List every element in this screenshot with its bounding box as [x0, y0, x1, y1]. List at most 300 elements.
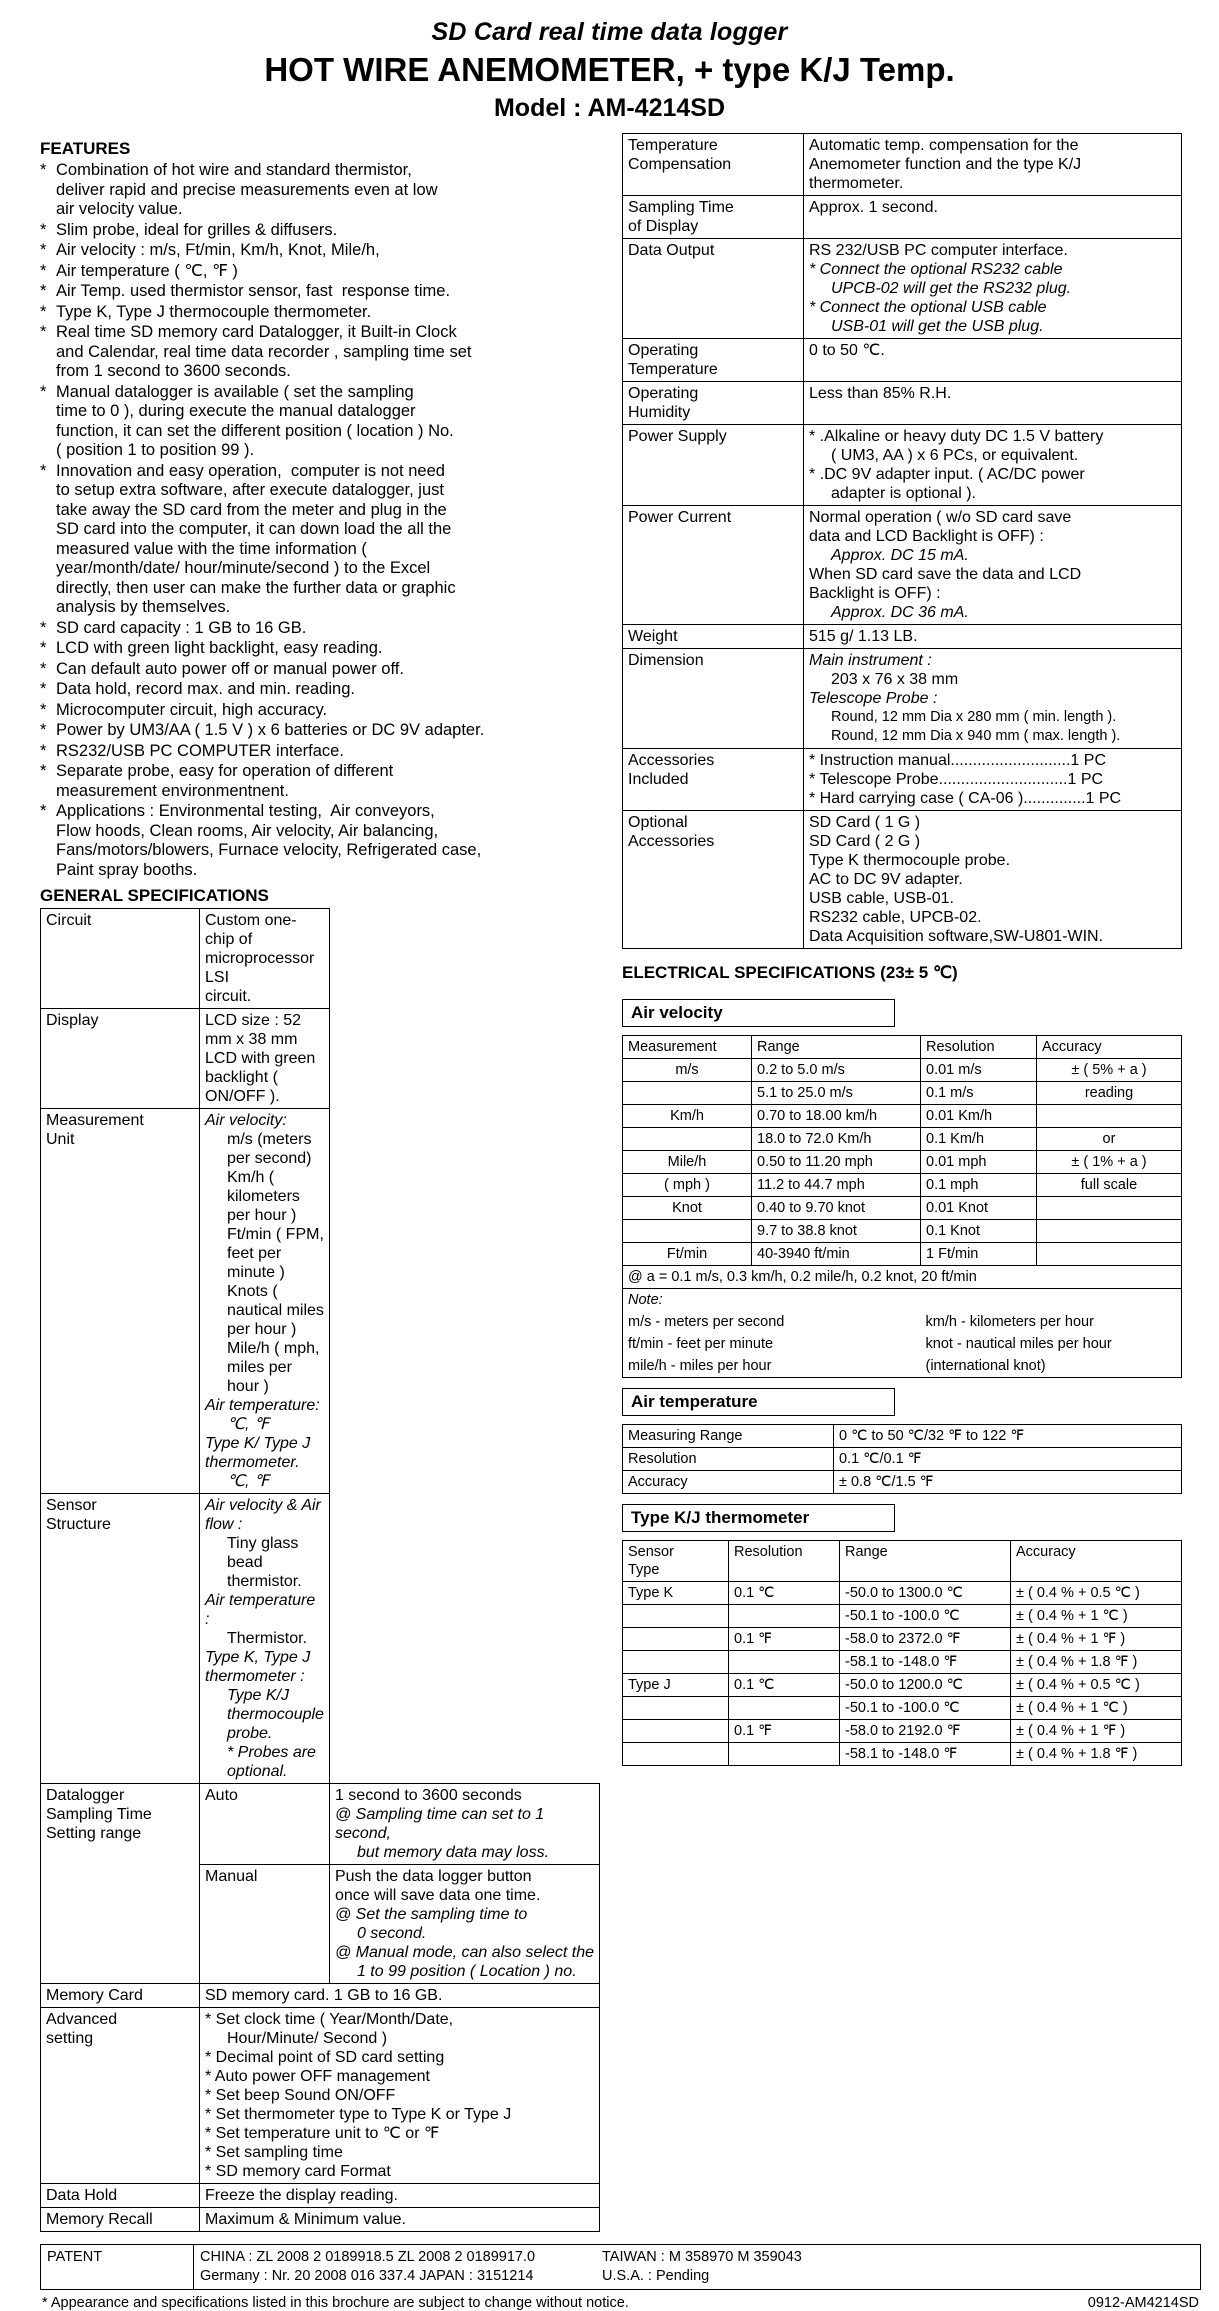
spec-label [623, 196, 804, 239]
spec-line: Anemometer function and the type K/J [809, 156, 1082, 173]
feature-item [40, 701, 600, 721]
table-row [623, 1197, 1182, 1220]
spec-line: * Probes are optional. [227, 1744, 316, 1780]
feature-text [56, 262, 600, 282]
feature-text-line: deliver rapid and precise measurements even at low [56, 180, 438, 199]
spec-value [804, 506, 1182, 625]
cell-range: 0.2 to 5.0 m/s [752, 1059, 921, 1082]
cell-accuracy: or [1037, 1128, 1182, 1151]
cell-range: 0.50 to 11.20 mph [752, 1151, 921, 1174]
cell-accuracy: ± ( 0.4 % + 0.5 ℃ ) [1011, 1674, 1182, 1697]
datalogger-auto-value [329, 1784, 599, 1865]
feature-text-line: function, it can set the different position ( location ) No. [56, 421, 454, 440]
table-row [623, 1605, 1182, 1628]
general-specifications-heading: GENERAL SPECIFICATIONS [40, 886, 269, 905]
feature-text-line: Paint spray booths. [56, 860, 198, 879]
cell-resolution: 0.1 Knot [921, 1220, 1037, 1243]
feature-item [40, 161, 600, 220]
spec-value [200, 2184, 600, 2208]
spec-line: Round, 12 mm Dia x 280 mm ( min. length ). [831, 709, 1117, 725]
cell-range: 5.1 to 25.0 m/s [752, 1082, 921, 1105]
feature-text-line: Flow hoods, Clean rooms, Air velocity, Air balancing, [56, 821, 439, 840]
table-header-row [623, 1541, 1182, 1582]
cell-resolution [729, 1605, 840, 1628]
spec-line: Approx. 1 second. [809, 199, 938, 216]
spec-line: * Set clock time ( Year/Month/Date, [205, 2011, 454, 2028]
spec-line: * Auto power OFF management [205, 2068, 430, 2085]
cell-resolution [729, 1697, 840, 1720]
table-row [623, 1471, 1182, 1494]
cell-resolution: 0.1 Km/h [921, 1128, 1037, 1151]
feature-text-line: to setup extra software, after execute datalogger, just [56, 481, 444, 499]
spec-label-line: setting [46, 2030, 94, 2047]
spec-line: Air velocity & Air flow : [205, 1497, 321, 1533]
cell-measurement [623, 1128, 752, 1151]
cell-key: Measuring Range [623, 1425, 834, 1448]
feature-text-line: ( position 1 to position 99 ). [56, 441, 255, 459]
spec-value [804, 811, 1182, 949]
feature-text-line: Air Temp. used thermistor sensor, fast response time. [56, 282, 451, 300]
spec-line: but memory data may loss. [356, 1844, 550, 1861]
spec-line: SD memory card. 1 GB to 16 GB. [205, 1987, 443, 2004]
spec-label-line: Temperature [628, 361, 718, 378]
bullet-star-icon: * [40, 261, 47, 280]
spec-line: * Set thermometer type to Type K or Type J [205, 2106, 512, 2123]
spec-label [41, 1494, 200, 1784]
note-label-row [623, 1289, 1182, 1312]
cell-range: -50.1 to -100.0 ℃ [840, 1605, 1011, 1628]
spec-line: * SD memory card Format [205, 2163, 391, 2180]
feature-text-line: Data hold, record max. and min. reading. [56, 680, 355, 698]
spec-label-line: Accessories [628, 752, 715, 769]
spec-label-line: Display [46, 1012, 99, 1029]
spec-value [200, 2008, 600, 2184]
spec-row [623, 749, 1182, 811]
feature-text [56, 282, 600, 302]
table-row [623, 1151, 1182, 1174]
spec-value [804, 749, 1182, 811]
spec-row [41, 1494, 600, 1784]
spec-line: USB-01 will get the USB plug. [831, 318, 1044, 335]
spec-line: Knots ( nautical miles per hour ) [227, 1283, 324, 1338]
cell-range: 11.2 to 44.7 mph [752, 1174, 921, 1197]
spec-line: LCD size : 52 mm x 38 mm [205, 1012, 302, 1048]
cell-measurement: m/s [623, 1059, 752, 1082]
spec-label-line: of Display [628, 218, 699, 235]
cell-range: -50.0 to 1300.0 ℃ [840, 1582, 1011, 1605]
spec-label-line: Sensor [46, 1497, 97, 1514]
spec-label-line: Included [628, 771, 689, 788]
footer-code: 0912-AM4214SD [1087, 2295, 1199, 2311]
feature-text-line: Innovation and easy operation, computer is not need [56, 461, 445, 480]
footer-notice: * Appearance and specifications listed in this brochure are subject to change without notice. [42, 2295, 629, 2311]
cell-accuracy: full scale [1037, 1174, 1182, 1197]
spec-line: Type K/J thermocouple probe. [227, 1687, 324, 1742]
spec-line: 0 second. [356, 1925, 427, 1942]
col-header: Resolution [921, 1036, 1037, 1059]
cell-measurement: Mile/h [623, 1151, 752, 1174]
spec-label [41, 2208, 200, 2232]
spec-row [623, 649, 1182, 749]
spec-label [41, 2184, 200, 2208]
page-header [0, 0, 1219, 123]
spec-label-line: Dimension [628, 652, 704, 669]
spec-row [41, 2184, 600, 2208]
cell-value: 0.1 ℃/0.1 ℉ [834, 1448, 1182, 1471]
feature-item [40, 323, 600, 382]
feature-text-line: measured value with the time information ( [56, 539, 367, 558]
bullet-star-icon: * [40, 618, 47, 637]
note-row [623, 1311, 1182, 1333]
spec-label-line: Operating [628, 385, 699, 402]
spec-label [41, 909, 200, 1009]
feature-text-line: Air velocity : m/s, Ft/min, Km/h, Knot, Mile/h, [56, 241, 380, 259]
cell-range: -58.1 to -148.0 ℉ [840, 1743, 1011, 1766]
cell-accuracy [1037, 1197, 1182, 1220]
feature-item [40, 639, 600, 659]
table-row [623, 1220, 1182, 1243]
table-row [623, 1082, 1182, 1105]
spec-label [41, 2008, 200, 2184]
spec-row [623, 134, 1182, 196]
right-column [622, 133, 1182, 2232]
spec-line: ℃, ℉ [227, 1473, 270, 1490]
electrical-specifications-heading: ELECTRICAL SPECIFICATIONS (23± 5 ℃) [622, 963, 958, 982]
cell-accuracy: ± ( 0.4 % + 1 ℉ ) [1011, 1628, 1182, 1651]
spec-line: Maximum & Minimum value. [205, 2211, 406, 2228]
spec-value [200, 2208, 600, 2232]
spec-line: @ Set the sampling time to [334, 1906, 528, 1923]
general-specifications-table [40, 908, 600, 2232]
feature-text-line: Type K, Type J thermocouple thermometer. [56, 302, 372, 321]
spec-line: * Set temperature unit to ℃ or ℉ [205, 2125, 440, 2142]
spec-label-line: Temperature [628, 137, 718, 154]
spec-label-line: Weight [628, 628, 678, 645]
cell-accuracy [1037, 1243, 1182, 1266]
cell-accuracy: ± ( 0.4 % + 1.8 ℉ ) [1011, 1743, 1182, 1766]
spec-label [41, 1109, 200, 1494]
spec-line: When SD card save the data and LCD [809, 566, 1082, 583]
spec-line: AC to DC 9V adapter. [809, 871, 963, 888]
spec-line: @ Manual mode, can also select the [334, 1944, 594, 1961]
spec-label-line: Compensation [628, 156, 732, 173]
spec-line: SD Card ( 2 G ) [809, 833, 921, 850]
spec-line: * Connect the optional RS232 cable [809, 261, 1063, 278]
spec-line: ℃, ℉ [227, 1416, 270, 1433]
patent-usa: U.S.A. : Pending [602, 2268, 710, 2284]
feature-text-line: SD card capacity : 1 GB to 16 GB. [56, 618, 307, 637]
feature-text [56, 701, 600, 721]
cell-accuracy: ± ( 0.4 % + 1 ℃ ) [1011, 1697, 1182, 1720]
spec-line: once will save data one time. [334, 1887, 541, 1904]
feature-text-line: from 1 second to 3600 seconds. [56, 362, 291, 380]
cell-resolution: 0.1 ℃ [729, 1582, 840, 1605]
spec-line: 1 second to 3600 seconds [334, 1787, 522, 1804]
spec-label [623, 239, 804, 339]
bullet-star-icon: * [40, 323, 47, 341]
feature-text [56, 680, 600, 700]
spec-label-line: Optional [628, 814, 688, 831]
spec-line: Custom one-chip of microprocessor LSI [205, 912, 315, 986]
note-row [623, 1355, 1182, 1378]
spec-line: RS232 cable, UPCB-02. [809, 909, 982, 926]
cell-resolution: 0.01 mph [921, 1151, 1037, 1174]
col-header: Accuracy [1011, 1541, 1182, 1582]
datalogger-manual-label: Manual [200, 1865, 330, 1984]
col-header: Sensor Type [623, 1541, 729, 1582]
note-text-right: knot - nautical miles per hour [921, 1333, 1182, 1355]
spec-label [41, 1009, 200, 1109]
table-row [623, 1582, 1182, 1605]
header-subtitle: SD Card real time data logger [431, 18, 788, 46]
patent-germany: Germany : Nr. 20 2008 016 337.4 JAPAN : 3151214 [200, 2268, 534, 2284]
feature-text [56, 241, 600, 261]
spec-line: Approx. DC 36 mA. [831, 604, 969, 621]
col-header: Accuracy [1037, 1036, 1182, 1059]
feature-text-line: take away the SD card from the meter and plug in the [56, 500, 447, 519]
feature-text-line: measurement environmentnent. [56, 781, 289, 800]
note-text-right: km/h - kilometers per hour [921, 1311, 1182, 1333]
feature-text-line: and Calendar, real time data recorder , sampling time set [56, 342, 472, 361]
cell-key: Accuracy [623, 1471, 834, 1494]
cell-resolution: 0.1 ℃ [729, 1674, 840, 1697]
feature-text-line: Power by UM3/AA ( 1.5 V ) x 6 batteries or DC 9V adapter. [56, 721, 485, 739]
spec-line: * .Alkaline or heavy duty DC 1.5 V battery [809, 428, 1104, 445]
feature-item [40, 721, 600, 741]
spec-label-line: Memory Card [46, 1987, 143, 2004]
cell-key: Resolution [623, 1448, 834, 1471]
spec-row [41, 1009, 600, 1109]
feature-text [56, 323, 600, 382]
spec-label [41, 1984, 200, 2008]
patent-label: PATENT [41, 2245, 194, 2290]
cell-range: 9.7 to 38.8 knot [752, 1220, 921, 1243]
bullet-star-icon: * [40, 302, 47, 321]
cell-range: 40-3940 ft/min [752, 1243, 921, 1266]
feature-text-line: LCD with green light backlight, easy reading. [56, 639, 383, 657]
bullet-star-icon: * [40, 680, 47, 698]
spec-row [41, 1984, 600, 2008]
feature-text-line: Air temperature ( ℃, ℉ ) [56, 261, 238, 280]
spec-line: Thermistor. [227, 1630, 308, 1647]
bullet-star-icon: * [40, 659, 47, 678]
spec-label-line: Circuit [46, 912, 92, 929]
spec-line: Less than 85% R.H. [809, 385, 952, 402]
feature-item [40, 742, 600, 762]
spec-line: * Telescope Probe.............................1 PC [809, 771, 1104, 788]
feature-text-line: Fans/motors/blowers, Furnace velocity, Refrigerated case, [56, 841, 482, 859]
datalogger-manual-value [329, 1865, 599, 1984]
feature-item [40, 241, 600, 261]
note-text-left: mile/h - miles per hour [623, 1355, 921, 1378]
page-footer [40, 2244, 1201, 2311]
feature-item [40, 282, 600, 302]
spec-line: USB cable, USB-01. [809, 890, 954, 907]
table-row [623, 1174, 1182, 1197]
spec-line: 515 g/ 1.13 LB. [809, 628, 918, 645]
spec-line: Mile/h ( mph, miles per hour ) [227, 1340, 320, 1395]
model-number: Model : AM-4214SD [493, 94, 726, 122]
cell-accuracy [1037, 1105, 1182, 1128]
table-row [623, 1720, 1182, 1743]
feature-item [40, 619, 600, 639]
cell-resolution: 0.1 ℉ [729, 1720, 840, 1743]
feature-text [56, 619, 600, 639]
feature-text-line: analysis by themselves. [56, 598, 231, 616]
spec-line: Type K, Type J thermometer : [205, 1649, 311, 1685]
spec-label-line: Structure [46, 1516, 111, 1533]
spec-line: Freeze the display reading. [205, 2187, 398, 2204]
datalogger-auto-label: Auto [200, 1784, 330, 1865]
feature-text-line: Manual datalogger is available ( set the sampling [56, 382, 414, 401]
cell-sensor-type [623, 1743, 729, 1766]
cell-accuracy: ± ( 0.4 % + 1.8 ℉ ) [1011, 1651, 1182, 1674]
bullet-star-icon: * [40, 639, 47, 657]
bullet-star-icon: * [40, 721, 47, 739]
feature-text-line: SD card into the computer, it can down load the all the [56, 520, 452, 538]
spec-line: Main instrument : [809, 652, 932, 669]
spec-line: UPCB-02 will get the RS232 plug. [831, 280, 1072, 297]
spec-label-line: Operating [628, 342, 699, 359]
bullet-star-icon: * [40, 220, 47, 239]
bullet-star-icon: * [40, 762, 47, 780]
cell-resolution: 0.01 Knot [921, 1197, 1037, 1220]
feature-item [40, 462, 600, 618]
feature-text [56, 383, 600, 461]
cell-range: -50.1 to -100.0 ℃ [840, 1697, 1011, 1720]
feature-text [56, 802, 600, 880]
feature-text-line: air velocity value. [56, 200, 183, 218]
col-header: Range [752, 1036, 921, 1059]
cell-accuracy: ± ( 1% + a ) [1037, 1151, 1182, 1174]
note-text-right: (international knot) [921, 1355, 1182, 1378]
spec-line: LCD with green backlight ( ON/OFF ). [205, 1050, 316, 1105]
features-heading: FEATURES [40, 139, 131, 158]
cell-resolution: 0.1 ℉ [729, 1628, 840, 1651]
cell-measurement: ( mph ) [623, 1174, 752, 1197]
spec-line: Ft/min ( FPM, feet per minute ) [227, 1226, 324, 1281]
spec-line: Automatic temp. compensation for the [809, 137, 1079, 154]
cell-sensor-type [623, 1605, 729, 1628]
col-header: Measurement [623, 1036, 752, 1059]
feature-text-line: RS232/USB PC COMPUTER interface. [56, 741, 344, 760]
table-row [623, 1128, 1182, 1151]
feature-text [56, 721, 600, 741]
spec-row [41, 2008, 600, 2184]
spec-label [623, 625, 804, 649]
condition-row [623, 1266, 1182, 1289]
air-velocity-box-title: Air velocity [622, 999, 895, 1027]
feature-text [56, 462, 600, 618]
feature-text-line: directly, then user can make the further data or graphic [56, 578, 456, 597]
spec-label [623, 649, 804, 749]
spec-label-line: Data Output [628, 242, 715, 259]
spec-label-line: Power Current [628, 509, 732, 526]
feature-text-line: year/month/date/ hour/minute/second ) to the Excel [56, 559, 431, 577]
cell-sensor-type [623, 1651, 729, 1674]
spec-label [623, 134, 804, 196]
spec-row [41, 2208, 600, 2232]
cell-range: 18.0 to 72.0 Km/h [752, 1128, 921, 1151]
thermometer-box-title: Type K/J thermometer [622, 1504, 895, 1532]
table-row [623, 1651, 1182, 1674]
note-row [623, 1333, 1182, 1355]
spec-row [623, 339, 1182, 382]
bullet-star-icon: * [40, 382, 47, 401]
feature-text-line: Real time SD memory card Datalogger, it Built-in Clock [56, 323, 457, 341]
footer-note-row [42, 2295, 1199, 2311]
spec-label [623, 339, 804, 382]
feature-text [56, 303, 600, 323]
spec-label-line: Measurement [46, 1112, 144, 1129]
col-header: Range [840, 1541, 1011, 1582]
spec-value [804, 425, 1182, 506]
note-label: Note: [623, 1289, 1182, 1312]
feature-text-line: Slim probe, ideal for grilles & diffusers. [56, 220, 338, 239]
spec-label [623, 811, 804, 949]
spec-line: RS 232/USB PC computer interface. [809, 242, 1068, 259]
cell-measurement: Km/h [623, 1105, 752, 1128]
cell-resolution: 0.01 m/s [921, 1059, 1037, 1082]
cell-range: -58.1 to -148.0 ℉ [840, 1651, 1011, 1674]
spec-label [623, 749, 804, 811]
spec-line: 203 x 76 x 38 mm [831, 671, 959, 688]
spec-line: * Decimal point of SD card setting [205, 2049, 445, 2066]
cell-resolution: 0.1 mph [921, 1174, 1037, 1197]
spec-line: Telescope Probe : [809, 690, 938, 707]
spec-label [623, 425, 804, 506]
spec-label-line: Memory Recall [46, 2211, 153, 2228]
spec-value [804, 196, 1182, 239]
spec-line: * Hard carrying case ( CA-06 )..............1 PC [809, 790, 1122, 807]
right-specifications-table [622, 133, 1182, 949]
feature-text [56, 221, 600, 241]
cell-measurement: Knot [623, 1197, 752, 1220]
bullet-star-icon: * [40, 282, 47, 300]
spec-label-line: Accessories [628, 833, 715, 850]
feature-text-line: Microcomputer circuit, high accuracy. [56, 700, 328, 719]
cell-resolution: 0.1 m/s [921, 1082, 1037, 1105]
spec-line: thermometer. [809, 175, 904, 192]
spec-line: * Connect the optional USB cable [809, 299, 1047, 316]
cell-range: 0.70 to 18.00 km/h [752, 1105, 921, 1128]
spec-row [623, 425, 1182, 506]
bullet-star-icon: * [40, 241, 47, 259]
condition-text: @ a = 0.1 m/s, 0.3 km/h, 0.2 mile/h, 0.2 knot, 20 ft/min [623, 1266, 1182, 1289]
spec-line: circuit. [205, 988, 252, 1005]
spec-label-line: Humidity [628, 404, 691, 421]
spec-line: ( UM3, AA ) x 6 PCs, or equivalent. [831, 447, 1079, 464]
spec-line: Tiny glass bead thermistor. [227, 1535, 302, 1590]
bullet-star-icon: * [40, 741, 47, 760]
spec-line: adapter is optional ). [831, 485, 976, 502]
cell-accuracy [1037, 1220, 1182, 1243]
note-text-left: ft/min - feet per minute [623, 1333, 921, 1355]
spec-label-line: Unit [46, 1131, 75, 1148]
cell-sensor-type: Type K [623, 1582, 729, 1605]
cell-sensor-type [623, 1697, 729, 1720]
table-row [623, 1059, 1182, 1082]
feature-item [40, 303, 600, 323]
spec-line: Backlight is OFF) : [809, 585, 941, 602]
patent-taiwan: TAIWAN : M 358970 M 359043 [602, 2249, 802, 2265]
thermometer-table [622, 1540, 1182, 1766]
note-text-left: m/s - meters per second [623, 1311, 921, 1333]
feature-text-line: Applications : Environmental testing, Air conveyors, [56, 802, 435, 820]
spec-line: Air temperature: [205, 1397, 320, 1414]
spec-row [623, 382, 1182, 425]
patent-table [40, 2244, 1201, 2290]
